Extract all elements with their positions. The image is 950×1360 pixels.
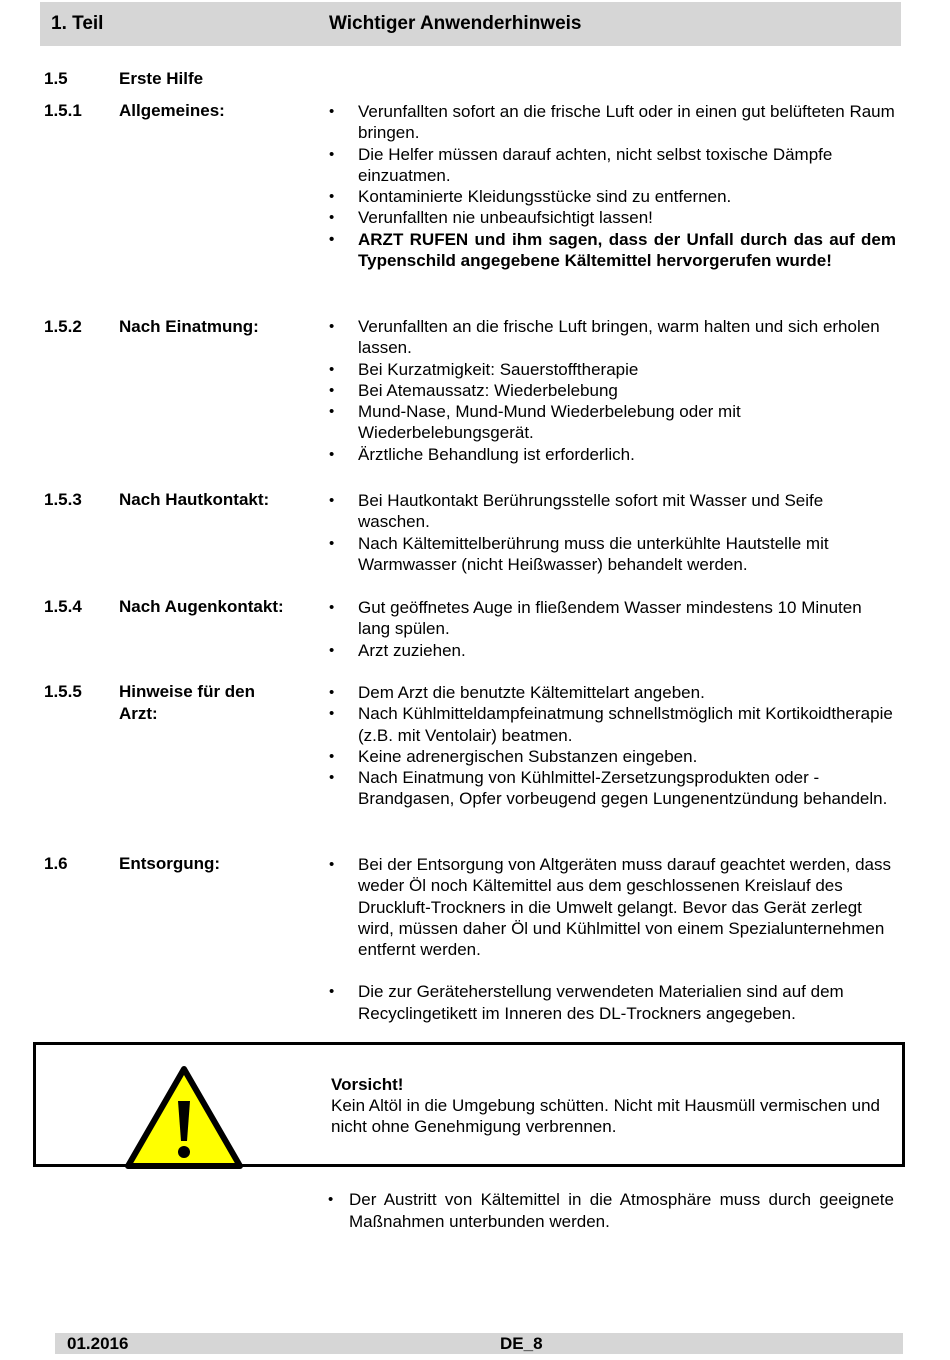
header-title: Wichtiger Anwenderhinweis	[329, 13, 582, 34]
list-item: • Ärztliche Behandlung ist erforderlich.	[324, 444, 896, 465]
list-item: • Nach Kühlmitteldampfeinatmung schnellstmöglich mit Kortikoidtherapie (z.B. mit Ventolair) beatmen.	[324, 703, 896, 746]
warning-message: Kein Altöl in die Umgebung schütten. Nicht mit Hausmüll vermischen und nicht ohne Genehmigung verbrennen.	[331, 1096, 880, 1136]
bullet-list	[324, 682, 896, 810]
bullet-list	[324, 101, 896, 271]
bullet-list	[324, 490, 896, 575]
section-title: Nach Augenkontakt:	[119, 597, 284, 616]
list-item: • Kontaminierte Kleidungsstücke sind zu entfernen.	[324, 186, 896, 207]
footer-date: 01.2016	[67, 1334, 129, 1353]
list-item: • Dem Arzt die benutzte Kältemittelart angeben.	[324, 682, 896, 703]
list-item: • Bei Atemaussatz: Wiederbelebung	[324, 380, 896, 401]
list-item: • Nach Einatmung von Kühlmittel-Zersetzungsprodukten oder - Brandgasen, Opfer vorbeugend gegen Lungenentzündung behandeln.	[324, 767, 896, 810]
section-title	[119, 681, 255, 725]
list-item: • ARZT RUFEN und ihm sagen, dass der Unfall durch das auf dem Typenschild angegebene Kältemittel hervorgerufen wurde!	[324, 229, 896, 272]
section-number: 1.5.3	[44, 490, 82, 509]
list-item: • Nach Kältemittelberührung muss die unterkühlte Hautstelle mit Warmwasser (nicht Heißwasser) behandelt werden.	[324, 533, 896, 576]
list-item: • Die Helfer müssen darauf achten, nicht selbst toxische Dämpfe einzuatmen.	[324, 144, 896, 187]
list-item: • Bei der Entsorgung von Altgeräten muss darauf geachtet werden, dass weder Öl noch Kältemittel aus dem geschlossenen Kreislauf des Druckluft-Trockners in die Umwelt gelangt. Bevor das Gerät zerlegt wird, müssen daher Öl und Kühlmittel von einem Spezialunternehmen entfernt werden.	[324, 854, 896, 960]
section-title: Nach Hautkontakt:	[119, 490, 270, 509]
bullet-list	[324, 597, 896, 661]
section-title: Allgemeines:	[119, 101, 225, 120]
section-title: Erste Hilfe	[119, 69, 204, 88]
section-number: 1.5.5	[44, 682, 82, 701]
list-item: • Mund-Nase, Mund-Mund Wiederbelebung oder mit Wiederbelebungsgerät.	[324, 401, 896, 444]
list-item: • Der Austritt von Kältemittel in die Atmosphäre muss durch geeignete Maßnahmen unterbunden werden.	[324, 1189, 894, 1233]
page-footer	[55, 1333, 903, 1354]
list-item: • Bei Hautkontakt Berührungsstelle sofort mit Wasser und Seife waschen.	[324, 490, 896, 533]
list-item: • Keine adrenergischen Substanzen eingeben.	[324, 746, 896, 767]
warning-text	[331, 1074, 901, 1137]
list-item: • Verunfallten nie unbeaufsichtigt lassen!	[324, 207, 896, 228]
warning-triangle-icon	[124, 1065, 244, 1171]
bullet-list	[324, 1189, 894, 1233]
list-item: • Arzt zuziehen.	[324, 640, 896, 661]
warning-title: Vorsicht!	[331, 1075, 404, 1094]
header-part: 1. Teil	[51, 13, 104, 34]
section-number: 1.5	[44, 69, 68, 88]
section-title-line: Hinweise für den	[119, 682, 256, 701]
bullet-list	[324, 316, 896, 465]
section-number: 1.5.1	[44, 101, 82, 120]
list-item: • Bei Kurzatmigkeit: Sauerstofftherapie	[324, 359, 896, 380]
section-title: Entsorgung:	[119, 854, 221, 873]
list-item: • Gut geöffnetes Auge in fließendem Wasser mindestens 10 Minuten lang spülen.	[324, 597, 896, 640]
section-number: 1.6	[44, 854, 68, 873]
list-item: • Die zur Geräteherstellung verwendeten Materialien sind auf dem Recyclingetikett im Inneren des DL-Trockners angegeben.	[324, 981, 896, 1024]
section-title-line: Arzt:	[119, 704, 158, 723]
list-item: • Verunfallten sofort an die frische Luft oder in einen gut belüfteten Raum bringen.	[324, 101, 896, 144]
footer-page-number: DE_8	[500, 1334, 543, 1353]
list-item: • Verunfallten an die frische Luft bringen, warm halten und sich erholen lassen.	[324, 316, 896, 359]
bullet-list	[324, 854, 896, 1024]
warning-box	[33, 1042, 905, 1167]
section-number: 1.5.2	[44, 317, 82, 336]
section-number: 1.5.4	[44, 597, 82, 616]
page-header	[40, 2, 901, 46]
section-title: Nach Einatmung:	[119, 317, 259, 336]
